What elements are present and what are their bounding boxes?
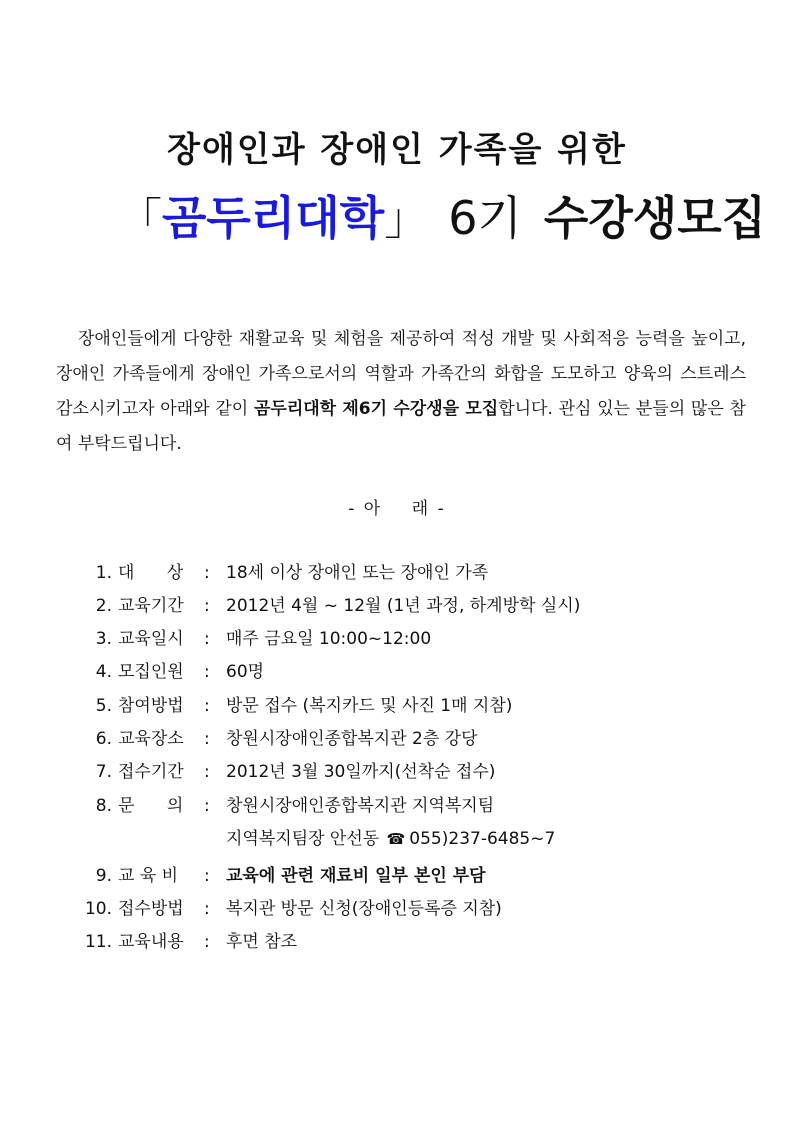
intro-bold-text: 곰두리대학 제6기 수강생을 모집 [253,399,499,419]
item-number: 2. [95,596,112,616]
item-number: 10. [84,899,112,919]
intro-paragraph [56,322,746,462]
headline [118,188,767,250]
item-value: 창원시장애인종합복지관 지역복지팀 [226,796,495,816]
item-value: 복지관 방문 신청(장애인등록증 지참) [226,899,502,919]
item-value: 창원시장애인종합복지관 2층 강당 [226,729,478,749]
list-item [0,593,794,619]
item-separator: : [204,729,210,749]
list-item [0,759,794,785]
item-number: 4. [95,662,112,682]
item-value: 60명 [226,662,265,682]
item-label: 교 육 비 [118,866,179,886]
item-value: 매주 금요일 10:00~12:00 [226,629,432,649]
list-item [0,863,794,889]
subtitle: 장애인과 장애인 가족을 위한 [167,130,627,170]
item-number: 1. [95,563,112,583]
list-item [0,560,794,586]
item-number: 3. [95,629,112,649]
list-item [0,626,794,652]
item-label: 교육기간 [118,596,184,616]
item-separator: : [204,932,210,952]
recruit-title: 수강생모집 [543,191,767,245]
item-value: 교육에 관련 재료비 일부 본인 부담 [226,866,486,886]
item-value: 후면 참조 [226,932,298,952]
item-label: 교육장소 [118,729,184,749]
item-separator: : [204,762,210,782]
item-separator: : [204,662,210,682]
item-number: 5. [95,696,112,716]
item-value: 18세 이상 장애인 또는 장애인 가족 [226,563,489,583]
item-separator: : [204,899,210,919]
item-label: 교육내용 [118,932,184,952]
item-separator: : [204,696,210,716]
item-label: 참여방법 [118,696,184,716]
brand-name: 곰두리대학 [162,191,385,245]
item-separator: : [204,796,210,816]
item-separator: : [204,866,210,886]
phone-number: 055)237-6485~7 [409,829,556,849]
item-value: 2012년 3월 30일까지(선착순 접수) [226,762,496,782]
item-label: 대 상 [118,563,184,583]
contact-name: 지역복지팀장 안선동 [226,829,380,849]
bracket-close: 」 [384,194,429,245]
item-number: 8. [95,796,112,816]
item-value: 2012년 4월 ~ 12월 (1년 과정, 하계방학 실시) [226,596,581,616]
item-number: 6. [95,729,112,749]
list-item [0,929,794,955]
item-separator: : [204,629,210,649]
item-number: 11. [84,932,112,952]
intro-text-2: 합니다. 관심 있는 분들의 많은 참여 부탁드립니다. [56,399,746,454]
bracket-open: 「 [118,194,162,245]
item-label: 교육일시 [118,629,184,649]
item-number: 9. [95,866,112,886]
item-number: 7. [95,762,112,782]
list-item [0,793,794,819]
list-item [0,896,794,922]
item-value: 방문 접수 (복지카드 및 사진 1매 지참) [226,696,513,716]
item-label: 모집인원 [118,662,184,682]
list-item [0,693,794,719]
list-item [0,726,794,752]
contact-info [226,826,555,852]
phone-icon: ☎ [386,830,406,848]
item-label: 문 의 [118,796,184,816]
item-label: 접수기간 [118,762,184,782]
list-item [0,659,794,685]
contact-line [0,826,794,852]
edition: 6기 [448,191,522,245]
item-separator: : [204,596,210,616]
intro-text-1: 장애인들에게 다양한 재활교육 및 체험을 제공하여 적성 개발 및 사회적응 능력을 높이고, 장애인 가족들에게 장애인 가족으로서의 역할과 가족간의 화합을 도모하고 양육의 스트레스 감소시키고자 아래와 같이 [56,329,746,419]
notice-heading: - 아 래 - [348,499,446,519]
item-separator: : [204,563,210,583]
item-label: 접수방법 [118,899,184,919]
